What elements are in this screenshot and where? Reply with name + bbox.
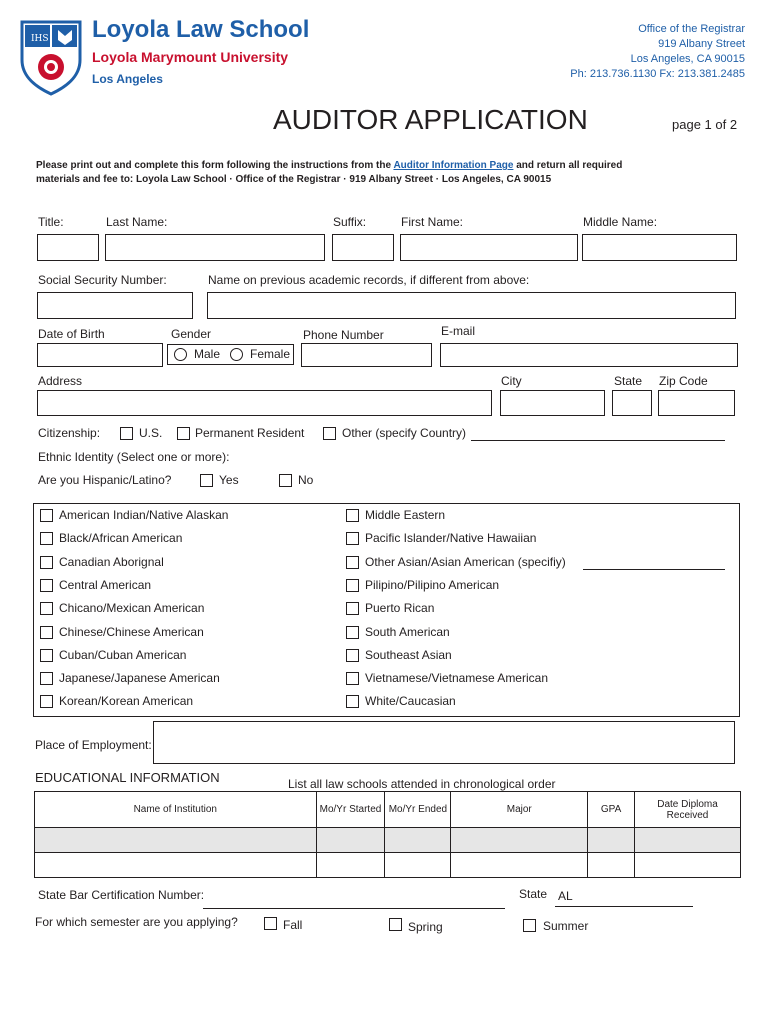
city-input[interactable] xyxy=(500,390,605,416)
ethnicity-label: South American xyxy=(365,624,450,639)
title-label: Title: xyxy=(38,215,64,229)
female-label: Female xyxy=(250,347,291,361)
city-label: City xyxy=(501,374,522,388)
ethnicity-label: Pacific Islander/Native Hawaiian xyxy=(365,531,537,546)
citizenship-label: Citizenship: xyxy=(38,426,101,440)
state-input[interactable] xyxy=(612,390,652,416)
ethnicity-checkbox[interactable] xyxy=(40,532,53,545)
email-label: E-mail xyxy=(441,324,476,338)
ethnicity-checkbox[interactable] xyxy=(346,695,359,708)
other-country-input[interactable] xyxy=(471,440,725,441)
ethnicity-label: Other Asian/Asian American (specifiy) xyxy=(365,554,566,569)
table-cell[interactable] xyxy=(35,828,317,853)
ethnicity-checkbox[interactable] xyxy=(40,579,53,592)
last-name-input[interactable] xyxy=(105,234,325,261)
suffix-input[interactable] xyxy=(332,234,394,261)
ssn-input[interactable] xyxy=(37,292,193,319)
education-table xyxy=(34,791,741,878)
instructions xyxy=(36,159,622,187)
ethnicity-checkbox[interactable] xyxy=(346,532,359,545)
middle-name-label: Middle Name: xyxy=(583,215,658,229)
fall-checkbox[interactable] xyxy=(264,917,277,930)
ethnicity-checkbox[interactable] xyxy=(40,626,53,639)
address-label: Address xyxy=(38,374,83,388)
employment-input[interactable] xyxy=(153,721,735,764)
ethnicity-label: Vietnamese/Vietnamese American xyxy=(365,671,548,686)
table-cell[interactable] xyxy=(316,828,385,853)
col-diploma: Date Diploma Received xyxy=(635,792,741,828)
spring-label: Spring xyxy=(408,920,443,934)
ethnicity-label: American Indian/Native Alaskan xyxy=(59,508,229,522)
ethnicity-label: White/Caucasian xyxy=(365,694,456,709)
summer-checkbox[interactable] xyxy=(523,919,536,932)
hispanic-no-label: No xyxy=(298,473,314,487)
ethnicity-checkbox[interactable] xyxy=(40,509,53,522)
table-row xyxy=(35,828,741,853)
ethnicity-checkbox[interactable] xyxy=(346,649,359,662)
ethnicity-checkbox[interactable] xyxy=(40,602,53,615)
male-radio[interactable] xyxy=(174,348,187,361)
ethnicity-checkbox[interactable] xyxy=(346,556,359,569)
ethnicity-label: Pilipino/Pilipino American xyxy=(365,577,500,592)
ethnicity-label: Korean/Korean American xyxy=(59,694,194,709)
other-country-checkbox[interactable] xyxy=(323,427,336,440)
col-major: Major xyxy=(451,792,588,828)
logo xyxy=(20,20,82,96)
ethnicity-checkbox[interactable] xyxy=(346,509,359,522)
dob-label: Date of Birth xyxy=(38,327,105,341)
table-cell[interactable] xyxy=(588,853,635,878)
state2-label: State xyxy=(519,887,548,901)
first-name-label: First Name: xyxy=(401,215,464,229)
university-name: Loyola Marymount University xyxy=(92,49,289,65)
zip-input[interactable] xyxy=(658,390,735,416)
ethnicity-label: Middle Eastern xyxy=(365,508,446,522)
other-country-label: Other (specify Country) xyxy=(342,426,467,440)
phone-label: Phone Number xyxy=(303,328,384,342)
other-asian-specify-input[interactable] xyxy=(583,569,725,570)
ethnicity-label: Black/African American xyxy=(59,531,183,546)
table-cell[interactable] xyxy=(35,853,317,878)
page-title: AUDITOR APPLICATION xyxy=(273,104,588,135)
ethnicity-label: Southeast Asian xyxy=(365,647,452,662)
hispanic-yes-checkbox[interactable] xyxy=(200,474,213,487)
city-name: Los Angeles xyxy=(92,72,163,86)
ethnicity-label: Central American xyxy=(59,577,152,592)
edu-note: List all law schools attended in chronological order xyxy=(288,777,556,791)
table-header-row xyxy=(35,792,741,828)
page-number: page 1 of 2 xyxy=(672,117,738,132)
state2-value[interactable]: AL xyxy=(558,889,573,903)
svg-text:IHS: IHS xyxy=(31,34,49,44)
col-gpa: GPA xyxy=(588,792,635,828)
instructions-text: Please print out and complete this form following the instructions from the xyxy=(36,160,394,171)
permanent-resident-label: Permanent Resident xyxy=(195,426,305,440)
semester-label: For which semester are you applying? xyxy=(35,915,238,929)
first-name-input[interactable] xyxy=(400,234,578,261)
last-name-label: Last Name: xyxy=(106,215,168,229)
table-cell[interactable] xyxy=(635,828,741,853)
summer-label: Summer xyxy=(543,919,589,933)
prev-name-input[interactable] xyxy=(207,292,736,319)
zip-label: Zip Code xyxy=(659,374,708,388)
school-name: Loyola Law School xyxy=(92,16,310,43)
state-label: State xyxy=(614,374,643,388)
table-row xyxy=(35,853,741,878)
email-input[interactable] xyxy=(440,343,738,367)
phone-input[interactable] xyxy=(301,343,432,367)
col-institution: Name of Institution xyxy=(35,792,317,828)
table-cell[interactable] xyxy=(451,853,588,878)
dob-input[interactable] xyxy=(37,343,163,367)
edu-heading: EDUCATIONAL INFORMATION xyxy=(35,770,220,785)
registrar-line: Ph: 213.736.1130 Fx: 213.381.2485 xyxy=(570,68,745,80)
ethnicity-label: Japanese/Japanese American xyxy=(59,671,220,686)
ethnicity-checkbox[interactable] xyxy=(40,672,53,685)
shield-logo-icon xyxy=(20,20,82,96)
col-started: Mo/Yr Started xyxy=(316,792,385,828)
ssn-label: Social Security Number: xyxy=(38,273,167,287)
ethnicity-checkbox[interactable] xyxy=(40,695,53,708)
middle-name-input[interactable] xyxy=(582,234,737,261)
ethnicity-checkbox[interactable] xyxy=(346,579,359,592)
ethnicity-checkbox[interactable] xyxy=(346,626,359,639)
registrar-line: Office of the Registrar xyxy=(638,23,745,35)
employment-label: Place of Employment: xyxy=(35,738,152,752)
ethnicity-label: Chinese/Chinese American xyxy=(59,624,204,639)
ethnicity-label: Cuban/Cuban American xyxy=(59,647,187,662)
prev-name-label: Name on previous academic records, if different from above: xyxy=(208,273,530,287)
registrar-line: Los Angeles, CA 90015 xyxy=(630,53,745,65)
table-cell[interactable] xyxy=(451,828,588,853)
spring-checkbox[interactable] xyxy=(389,918,402,931)
ethnicity-checkbox[interactable] xyxy=(346,602,359,615)
ethnicity-checkbox[interactable] xyxy=(40,649,53,662)
us-checkbox[interactable] xyxy=(120,427,133,440)
col-ended: Mo/Yr Ended xyxy=(385,792,451,828)
fall-label: Fall xyxy=(283,918,303,932)
ethnicity-checkbox[interactable] xyxy=(40,556,53,569)
suffix-label: Suffix: xyxy=(333,215,367,229)
address-input[interactable] xyxy=(37,390,492,416)
table-cell[interactable] xyxy=(385,853,451,878)
table-cell[interactable] xyxy=(316,853,385,878)
instructions-text: materials and fee to: Loyola Law School · Office of the Registrar · 919 Albany Street · Los Angeles, CA 90015 xyxy=(36,174,552,185)
gender-group xyxy=(167,344,294,365)
female-radio[interactable] xyxy=(230,348,243,361)
ethnic-identity-label: Ethnic Identity (Select one or more): xyxy=(38,450,230,464)
ethnicity-checkbox[interactable] xyxy=(346,672,359,685)
bar-cert-input[interactable] xyxy=(203,908,505,909)
registrar-line: 919 Albany Street xyxy=(658,38,745,50)
hispanic-label: Are you Hispanic/Latino? xyxy=(38,473,172,487)
state2-input-line xyxy=(555,906,693,907)
us-label: U.S. xyxy=(139,426,163,440)
table-cell[interactable] xyxy=(385,828,451,853)
ethnicity-label: Canadian Aborignal xyxy=(59,554,164,569)
male-label: Male xyxy=(194,347,221,361)
bar-cert-label: State Bar Certification Number: xyxy=(38,888,205,902)
auditor-info-link[interactable]: Auditor Information Page xyxy=(393,160,514,171)
permanent-resident-checkbox[interactable] xyxy=(177,427,190,440)
hispanic-no-checkbox[interactable] xyxy=(279,474,292,487)
ethnicity-label: Chicano/Mexican American xyxy=(59,601,205,616)
title-input[interactable] xyxy=(37,234,99,261)
ethnicity-label: Puerto Rican xyxy=(365,601,435,616)
table-cell[interactable] xyxy=(635,853,741,878)
instructions-text: and return all required xyxy=(513,160,623,171)
gender-label: Gender xyxy=(171,327,212,341)
table-cell[interactable] xyxy=(588,828,635,853)
registrar-address xyxy=(570,22,745,82)
hispanic-yes-label: Yes xyxy=(219,473,239,487)
